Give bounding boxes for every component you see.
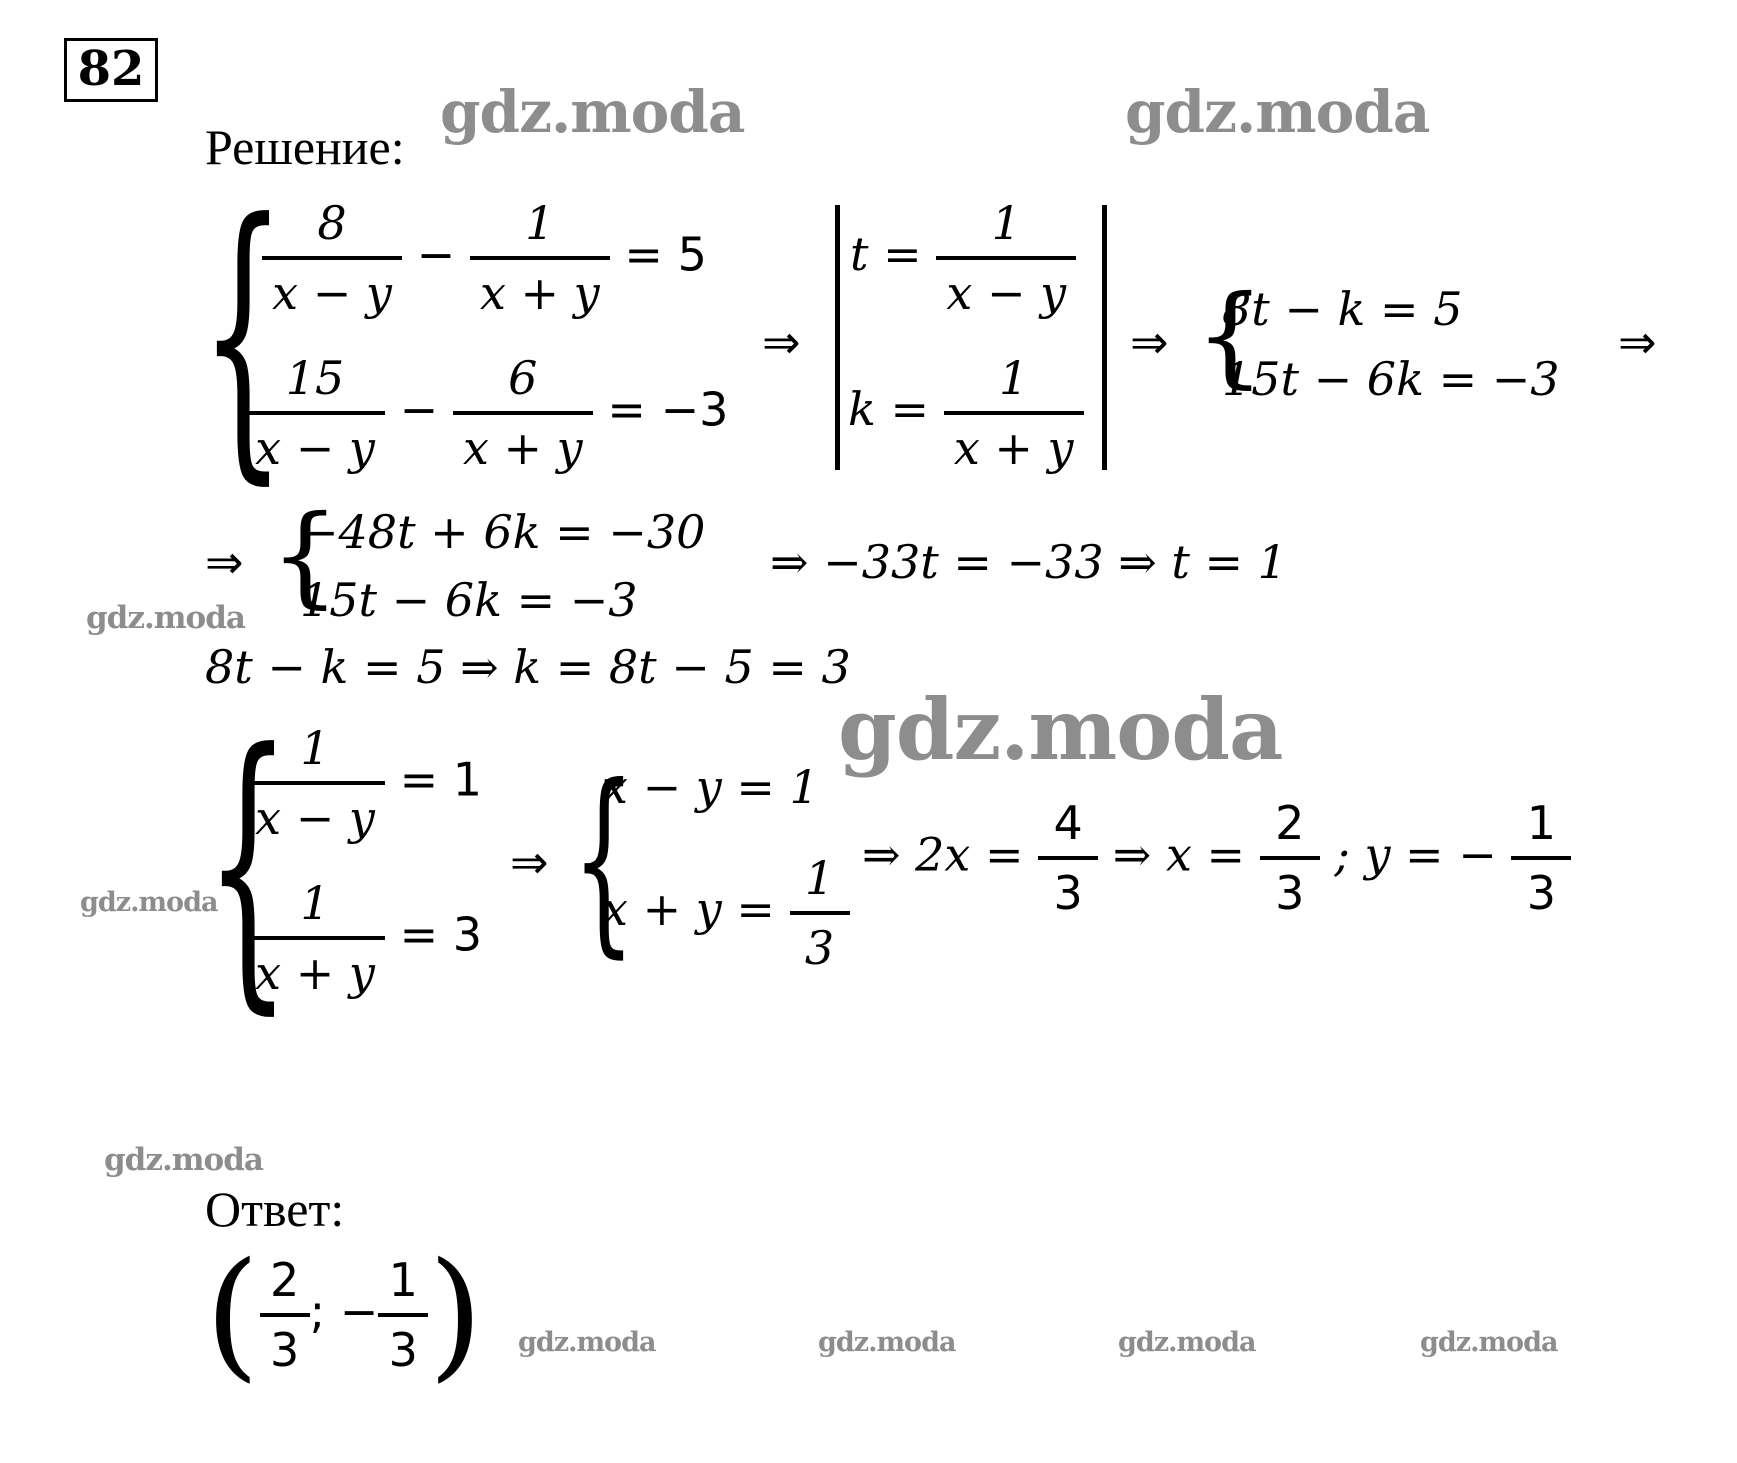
answer-label: Ответ: (205, 1181, 345, 1237)
final-chain: ⇒ 2x = $\frac{4}{3}$ ⇒ x = $\frac{2}{3}$ ; y = − $\frac{1}{3}$ (862, 790, 1571, 926)
denominator: x + y (453, 411, 593, 481)
left-paren: ( (205, 1233, 260, 1396)
watermark: gdz.moda (518, 1327, 656, 1358)
answer-value: ( $\frac{2}{3}$ ; − $\frac{1}{3}$ ) (205, 1233, 483, 1396)
system-2-eq1: 8t − k = 5 (1222, 282, 1463, 336)
rhs: = −3 (607, 382, 729, 437)
watermark: gdz.moda (838, 680, 1283, 779)
left-brace: { (200, 160, 286, 509)
problem-number: 82 (64, 38, 158, 102)
line-k: 8t − k = 5 ⇒ k = 8t − 5 = 3 (205, 640, 851, 694)
system-1-eq1 (262, 190, 707, 326)
system-3-eq1: −48t + 6k = −30 (300, 505, 706, 559)
left-brace: { (1195, 271, 1265, 399)
left-brace: { (572, 743, 636, 976)
implies-arrow: ⇒ (1130, 315, 1169, 369)
denominator: x − y (262, 256, 402, 326)
rhs: = 5 (624, 227, 707, 282)
result-t: ⇒ −33t = −33 ⇒ t = 1 (770, 535, 1287, 589)
implies-arrow: ⇒ (1618, 315, 1657, 369)
system-2-eq2: 15t − 6k = −3 (1222, 352, 1560, 406)
substitution-right-bar (1102, 205, 1107, 470)
watermark: gdz.moda (1125, 78, 1430, 146)
watermark: gdz.moda (1118, 1327, 1256, 1358)
system-4-eq1: $\frac{1}{x - y}$ = 1 (245, 715, 482, 851)
system-5-eq1: x − y = 1 (602, 760, 819, 814)
operator: − (416, 227, 456, 282)
implies-arrow: ⇒ (205, 535, 244, 589)
left-brace: { (270, 491, 340, 619)
denominator: x − y (245, 411, 385, 481)
watermark: gdz.moda (818, 1327, 956, 1358)
numerator: 1 (525, 196, 555, 250)
watermark: gdz.moda (86, 600, 245, 636)
numerator: 6 (508, 351, 538, 405)
substitution-t: t = $\frac{1}{x - y}$ (850, 190, 1076, 326)
watermark: gdz.moda (440, 78, 745, 146)
right-paren: ) (428, 1233, 483, 1396)
watermark: gdz.moda (80, 887, 218, 918)
implies-arrow: ⇒ (510, 835, 549, 889)
system-4-eq2: $\frac{1}{x + y}$ = 3 (245, 870, 482, 1006)
watermark: gdz.moda (1420, 1327, 1558, 1358)
substitution-left-bar (835, 205, 840, 470)
denominator: x + y (470, 256, 610, 326)
implies-arrow: ⇒ (762, 315, 801, 369)
substitution-k: k = $\frac{1}{x + y}$ (848, 345, 1084, 481)
numerator: 15 (285, 351, 345, 405)
system-1-eq2 (245, 345, 728, 481)
left-brace: { (205, 690, 291, 1039)
operator: − (399, 382, 439, 437)
numerator: 8 (317, 196, 347, 250)
watermark: gdz.moda (104, 1142, 263, 1178)
solution-label: Решение: (205, 119, 405, 175)
system-3-eq2: 15t − 6k = −3 (300, 573, 638, 627)
system-5-eq2: x + y = $\frac{1}{3}$ (602, 845, 850, 981)
